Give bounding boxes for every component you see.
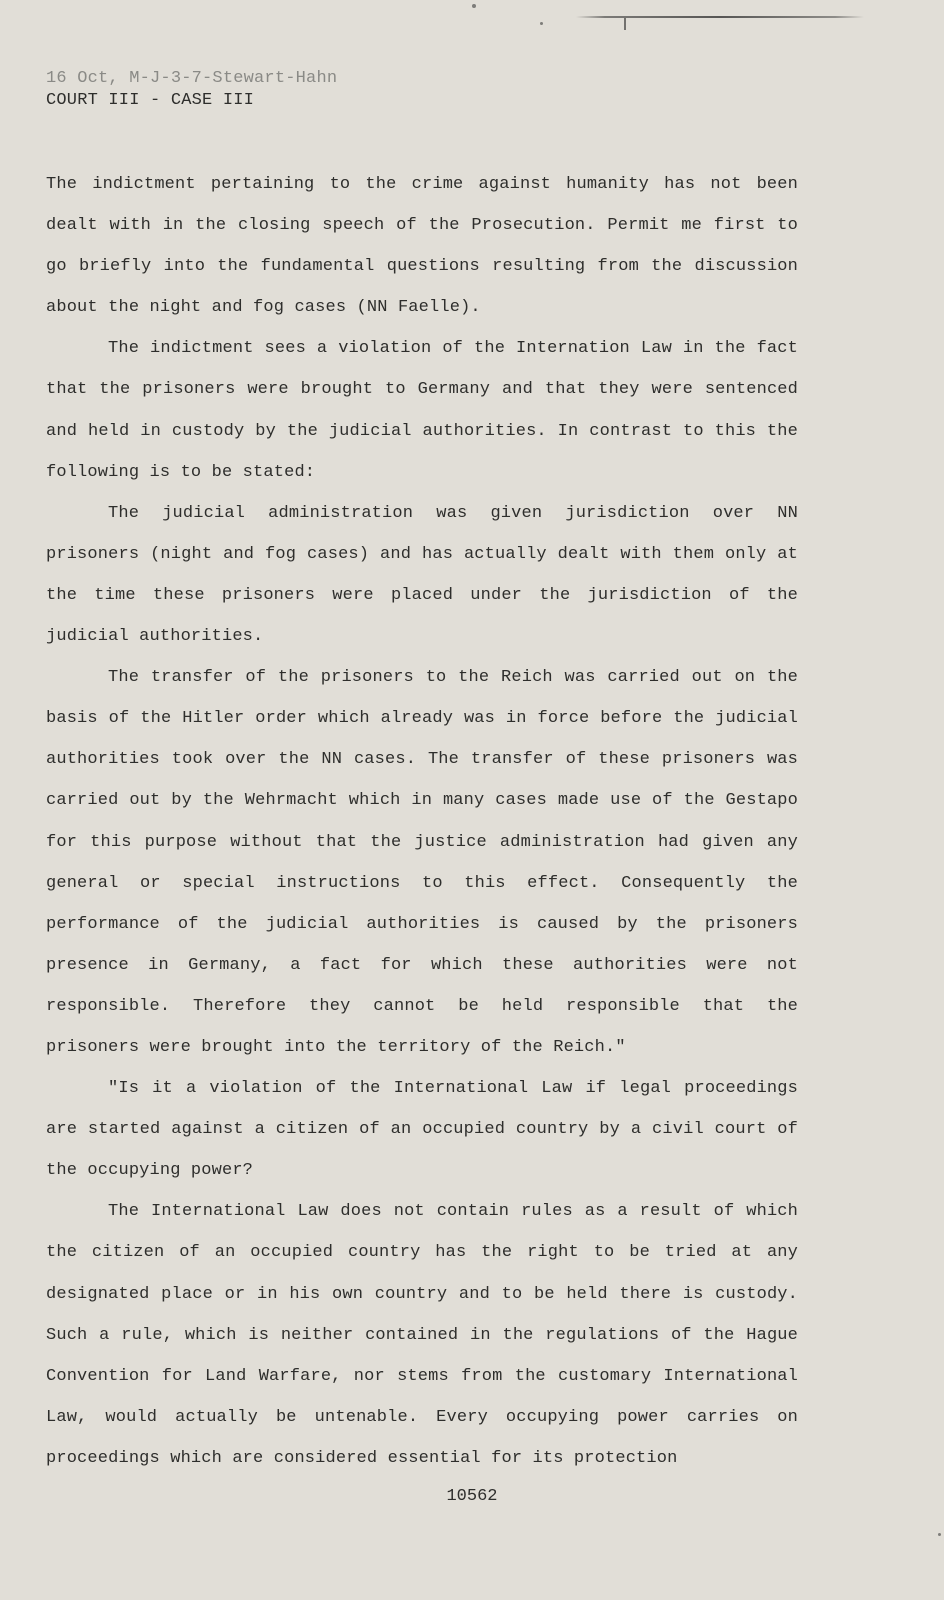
paragraph: The transfer of the prisoners to the Reich was carried out on the basis of the Hitler order which already was in force before the judicial authorities took over the NN cases. The transfer of these prisoners was carried out by the Wehrmacht which in many cases made use of the Gestapo for this purpose without that the justice administration had given any general or special instructions to this effect. Consequently the performance of the judicial authorities is caused by the prisoners presence in Germany, a fact for which these authorities were not responsible. Therefore they cannot be held responsible that the prisoners were brought into the territory of the Reich." <box>46 668 798 1057</box>
top-margin-tick <box>624 18 626 30</box>
document-body <box>46 164 798 1479</box>
paragraph: The indictment sees a violation of the Internation Law in the fact that the prisoners were brought to Germany and that they were sentenced and held in custody by the judicial authorities. In contrast to this the following is to be stated: <box>46 339 798 482</box>
scan-speck <box>938 1533 941 1536</box>
paragraph: The judicial administration was given jurisdiction over NN prisoners (night and fog cases) and has actually dealt with them only at the time these prisoners were placed under the jurisdiction of the judicial authorities. <box>46 503 798 647</box>
document-header <box>46 68 337 112</box>
paragraph: The International Law does not contain rules as a result of which the citizen of an occupied country has the right to be tried at any designated place or in his own country and to be held there is custody. Such a rule, which is neither contained in the regulations of the Hague Convention for Land Warfare, nor stems from the customary International Law, would actually be untenable. Every occupying power carries on proceedings which are considered essential for its protection <box>46 1202 798 1468</box>
top-margin-mark <box>576 16 864 18</box>
scan-speck <box>540 22 543 25</box>
page-number: 10562 <box>446 1487 498 1506</box>
paragraph: "Is it a violation of the International Law if legal proceedings are started against a citizen of an occupied country by a civil court of the occupying power? <box>46 1079 798 1181</box>
scan-speck <box>472 4 476 8</box>
paragraph: The indictment pertaining to the crime against humanity has not been dealt with in the closing speech of the Prosecution. Permit me first to go briefly into the fundamental questions resulting from the discussion about the night and fog cases (NN Faelle). <box>46 175 798 318</box>
court-line: COURT III - CASE III <box>46 91 255 110</box>
reference-line: 16 Oct, M-J-3-7-Stewart-Hahn <box>46 69 338 88</box>
